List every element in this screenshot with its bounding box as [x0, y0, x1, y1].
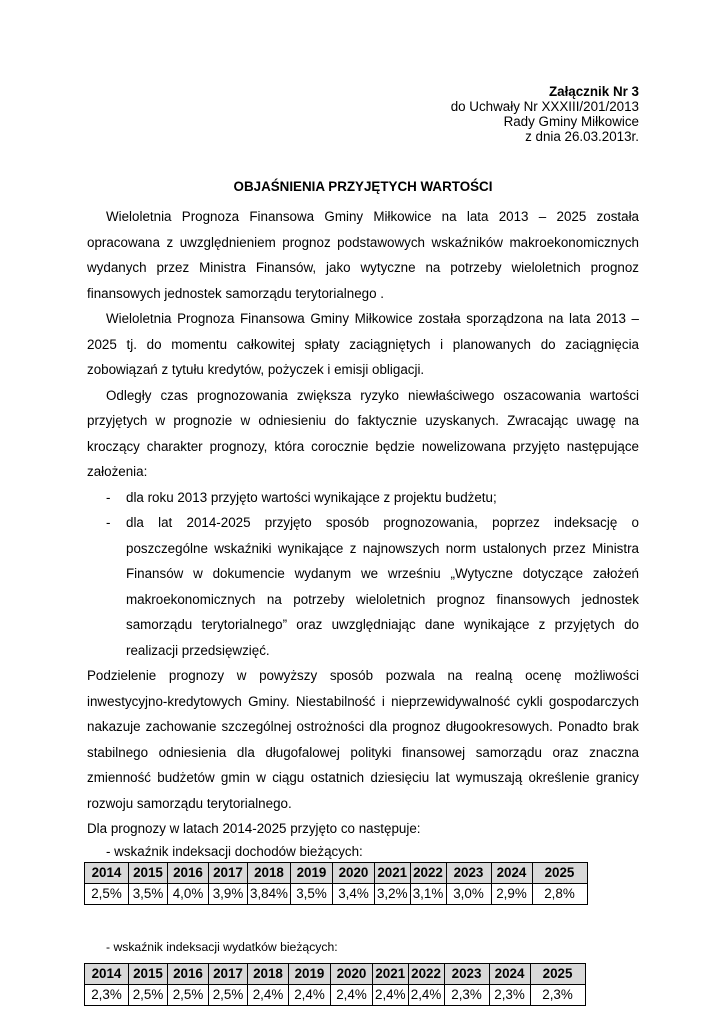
value-cell: 2,4% [373, 984, 409, 1005]
year-cell: 2020 [331, 963, 373, 984]
attachment-header [87, 84, 639, 144]
value-cell: 2,5% [129, 984, 168, 1005]
resolution-number: do Uchwały Nr XXXIII/201/2013 [450, 99, 639, 114]
document-title: OBJAŚNIENIA PRZYJĘTYCH WARTOŚCI [233, 179, 493, 194]
attachment-number: Załącznik Nr 3 [548, 84, 639, 99]
bullet-text-1: dla roku 2013 przyjęto wartości wynikające z projektu budżetu; [126, 489, 497, 505]
year-cell: 2025 [530, 963, 585, 984]
value-cell: 2,5% [168, 984, 209, 1005]
year-cell: 2019 [290, 862, 332, 883]
value-cell: 3,0% [446, 883, 491, 904]
value-cell: 2,5% [85, 883, 129, 904]
year-cell: 2019 [289, 963, 331, 984]
bullet-item-1 [87, 485, 639, 511]
value-cell: 3,84% [248, 883, 291, 904]
paragraph-3: Odległy czas prognozowania zwiększa ryzyko niewłaściwego oszacowania wartości przyjętych w prognozie w odniesieniu do faktycznie uzyskanych. Zwracając uwagę na kroczący charakter prognozy, która corocznie będzie nowelizowana przyjęto następujące założenia: [87, 387, 639, 479]
year-cell: 2020 [332, 862, 374, 883]
value-cell: 2,9% [491, 883, 532, 904]
resolution-date: z dnia 26.03.2013r. [525, 129, 639, 144]
year-cell: 2015 [129, 963, 168, 984]
paragraph-2: Wieloletnia Prognoza Finansowa Gminy Miłkowice została sporządzona na lata 2013 – 2025 tj. do momentu całkowitej spłaty zaciągniętych i planowanych do zaciągnięcia zobowiązań z tytułu kredytów, pożyczek i emisji obligacji. [87, 311, 639, 377]
expenses-table-caption: - wskaźnik indeksacji wydatków bieżących: [106, 939, 338, 954]
value-cell: 3,1% [410, 883, 446, 904]
value-cell: 3,9% [209, 883, 248, 904]
bullet-item-2 [87, 510, 639, 663]
year-cell: 2017 [209, 862, 248, 883]
value-cell: 2,5% [209, 984, 248, 1005]
value-cell: 2,4% [248, 984, 289, 1005]
paragraph-5: Dla prognozy w latach 2014-2025 przyjęto co następuje: [87, 821, 421, 836]
year-cell: 2023 [444, 963, 489, 984]
expenses-index-table [84, 963, 586, 1006]
value-cell: 3,5% [290, 883, 332, 904]
document-page [87, 84, 639, 1006]
value-cell: 2,4% [408, 984, 444, 1005]
value-cell: 2,8% [532, 883, 587, 904]
value-cell: 3,4% [332, 883, 374, 904]
year-cell: 2014 [85, 862, 129, 883]
income-index-table [84, 862, 588, 905]
year-cell: 2014 [85, 963, 129, 984]
year-cell: 2016 [168, 862, 209, 883]
value-cell: 3,5% [129, 883, 168, 904]
bullet-dash: - [106, 489, 111, 505]
income-table-caption: - wskaźnik indeksacji dochodów bieżących: [106, 843, 363, 859]
paragraph-4: Podzielenie prognozy w powyższy sposób pozwala na realną ocenę możliwości inwestycyjno-kredytowych Gminy. Niestabilność i nieprzewidywalność cykli gospodarczych nakazuje zachowanie szczególnej ostrożności dla prognoz długookresowych. Ponadto brak stabilnego odniesienia dla długofalowej polityki finansowej samorządu oraz znaczna zmienność budżetów gmin w ciągu ostatnich dziesięciu lat wymuszają określenie granicy rozwoju samorządu terytorialnego. [87, 668, 639, 811]
table-row [85, 883, 588, 904]
year-cell: 2016 [168, 963, 209, 984]
table-row [85, 984, 586, 1005]
year-cell: 2017 [209, 963, 248, 984]
value-cell: 4,0% [168, 883, 209, 904]
year-cell: 2022 [408, 963, 444, 984]
year-cell: 2021 [374, 862, 410, 883]
document-body [87, 204, 639, 842]
year-cell: 2022 [410, 862, 446, 883]
year-cell: 2023 [446, 862, 491, 883]
value-cell: 2,4% [331, 984, 373, 1005]
table-header-row [85, 963, 586, 984]
value-cell: 2,3% [444, 984, 489, 1005]
value-cell: 2,3% [530, 984, 585, 1005]
council-name: Rady Gminy Miłkowice [503, 114, 639, 129]
bullet-text-2: dla lat 2014-2025 przyjęto sposób prognozowania, poprzez indeksację o poszczególne wskaźniki wynikające z najnowszych norm ustalonych przez Ministra Finansów w dokumencie wydanym we wrześniu „Wytyczne dotyczące założeń makroekonomicznych na potrzeby wieloletnich prognoz finansowych jednostek samorządu terytorialnego” oraz uwzględniając dane wynikające z przyjętych do realizacji przedsięwzięć. [126, 515, 639, 658]
year-cell: 2024 [491, 862, 532, 883]
year-cell: 2025 [532, 862, 587, 883]
value-cell: 3,2% [374, 883, 410, 904]
value-cell: 2,3% [85, 984, 129, 1005]
year-cell: 2018 [248, 862, 291, 883]
bullet-dash: - [106, 515, 111, 530]
year-cell: 2024 [489, 963, 530, 984]
value-cell: 2,3% [489, 984, 530, 1005]
table-header-row [85, 862, 588, 883]
year-cell: 2015 [129, 862, 168, 883]
year-cell: 2018 [248, 963, 289, 984]
year-cell: 2021 [373, 963, 409, 984]
paragraph-1: Wieloletnia Prognoza Finansowa Gminy Miłkowice na lata 2013 – 2025 została opracowana z uwzględnieniem prognoz podstawowych wskaźników makroekonomicznych wydanych przez Ministra Finansów, jako wytyczne na potrzeby wieloletnich prognoz finansowych jednostek samorządu terytorialnego . [87, 209, 639, 301]
value-cell: 2,4% [289, 984, 331, 1005]
